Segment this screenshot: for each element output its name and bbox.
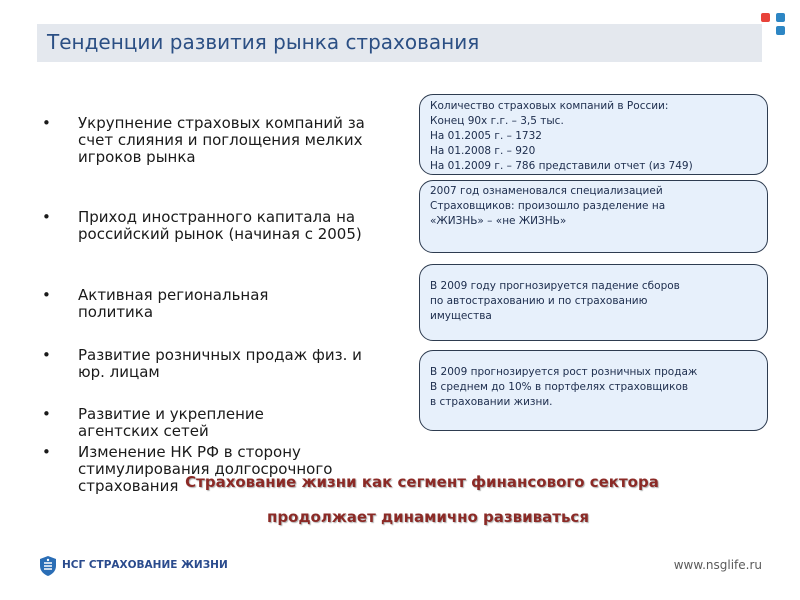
conclusion-line-2: продолжает динамично развиваться (267, 508, 589, 526)
shield-emblem-icon (38, 555, 58, 577)
bullet-marker: • (42, 286, 51, 304)
info-line: по автострахованию и по страхованию (430, 295, 648, 307)
info-line: Страховщиков: произошло разделение на (430, 200, 666, 212)
info-box-company-count (419, 94, 768, 175)
logo-square-blue-1 (776, 13, 785, 22)
info-line: На 01.2008 г. – 920 (430, 145, 536, 157)
info-line: На 01.2005 г. – 1732 (430, 130, 542, 142)
bullet-text: Развитие розничных продаж физ. и юр. лицам (78, 346, 362, 381)
logo-text: НСГ СТРАХОВАНИЕ ЖИЗНИ (62, 559, 228, 571)
info-line: в страховании жизни. (430, 396, 553, 408)
bullet-text: Приход иностранного капитала на российский рынок (начиная с 2005) (78, 208, 362, 243)
bullet-marker: • (42, 443, 51, 461)
info-line: В 2009 году прогнозируется падение сборов (430, 280, 680, 292)
info-line: В среднем до 10% в портфелях страховщиков (430, 381, 689, 393)
bullet-marker: • (42, 114, 51, 132)
bullet-marker: • (42, 208, 51, 226)
info-line: Конец 90х г.г. – 3,5 тыс. (430, 115, 564, 127)
info-box-fees-decline (419, 264, 768, 341)
info-line: Количество страховых компаний в России: (430, 100, 669, 112)
website-link[interactable]: www.nsglife.ru (673, 558, 762, 572)
bullet-text: Изменение НК РФ в сторону стимулирования долгосрочного страхования (78, 443, 333, 495)
bullet-marker: • (42, 346, 51, 364)
logo-square-blue-2 (776, 26, 785, 35)
info-line: имущества (430, 310, 492, 322)
bullet-marker: • (42, 405, 51, 423)
conclusion-line-1: Страхование жизни как сегмент финансового сектора (185, 473, 659, 491)
bullet-text: Развитие и укрепление агентских сетей (78, 405, 264, 440)
info-box-retail-growth (419, 350, 768, 431)
info-line: «ЖИЗНЬ» – «не ЖИЗНЬ» (430, 215, 567, 227)
info-box-specialization (419, 180, 768, 253)
title-bar (37, 24, 762, 62)
info-line: На 01.2009 г. – 786 представили отчет (из 749) (430, 160, 693, 172)
info-line: 2007 год ознаменовался специализацией (430, 185, 663, 197)
bullet-text: Укрупнение страховых компаний за счет слияния и поглощения мелких игроков рынка (78, 114, 365, 166)
info-line: В 2009 прогнозируется рост розничных продаж (430, 366, 698, 378)
page-title: Тенденции развития рынка страхования (47, 30, 480, 54)
bullet-text: Активная региональная политика (78, 286, 269, 321)
logo-square-red (761, 13, 770, 22)
